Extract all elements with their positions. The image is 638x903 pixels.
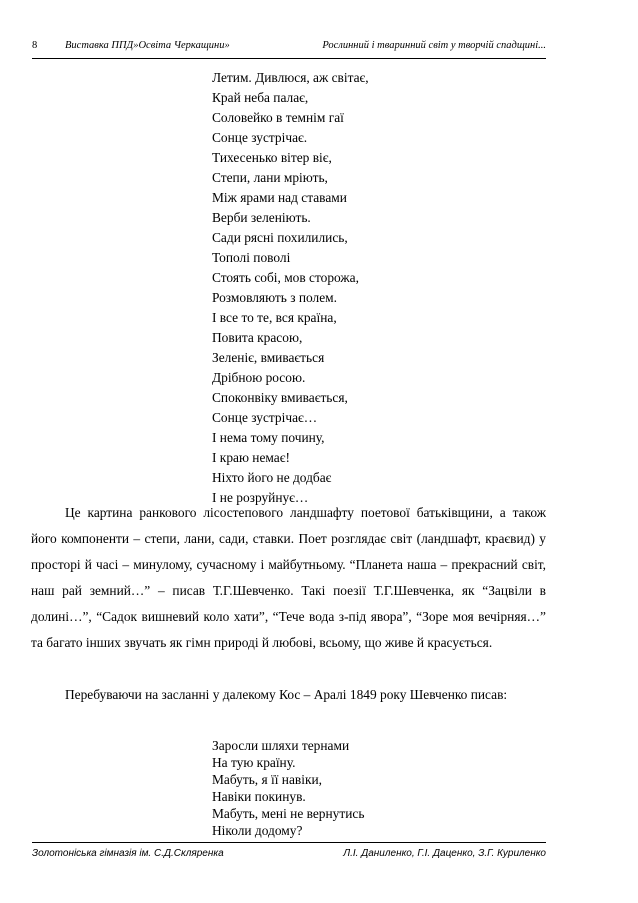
poem-line: І не розруйнує… <box>212 490 309 505</box>
page-header <box>32 38 546 56</box>
poem-line: Мабуть, мені не вернутись <box>212 806 365 821</box>
poem-line: І краю немає! <box>212 450 290 465</box>
poem-line: Тополі поволі <box>212 250 291 265</box>
poem-line: Тихесенько вітер віє, <box>212 150 332 165</box>
poem-line: Край неба палає, <box>212 90 309 105</box>
footer-authors: Л.І. Даниленко, Г.І. Даценко, З.Г. Куриленко <box>343 848 546 859</box>
poem-line: Соловейко в темнім гаї <box>212 110 344 125</box>
poem-line: Зеленіє, вмивається <box>212 350 325 365</box>
poem-line: Між ярами над ставами <box>212 190 347 205</box>
body-paragraph: Перебуваючи на засланні у далекому Кос – Аралі 1849 року Шевченко писав: <box>65 687 508 702</box>
poem-line: Верби зеленіють. <box>212 210 311 225</box>
poem-line: Степи, лани мріють, <box>212 170 328 185</box>
poem-line: Розмовляють з полем. <box>212 290 337 305</box>
header-subtitle: Рослинний і тваринний світ у творчій спадщині... <box>322 40 546 51</box>
page-number: 8 <box>32 40 38 51</box>
poem-stanza-2 <box>212 737 364 839</box>
poem-line: Стоять собі, мов сторожа, <box>212 270 359 285</box>
poem-line: Сонце зустрічає… <box>212 410 318 425</box>
poem-line: Мабуть, я її навіки, <box>212 772 322 787</box>
footer-divider <box>32 842 546 843</box>
poem-line: Повита красою, <box>212 330 303 345</box>
body-paragraph: Це картина ранкового лісостепового ландшафту поетової батьківщини, а також його компоненти – степи, лани, сади, ставки. Поет розглядає світ (ландшафт, краєвид) у просторі й часі – минулому, сучасному і майбутньому. “Планета наша – прекрасний світ, наш рай земний…” – писав Т.Г.Шевченко. Такі поезії Т.Г.Шевченка, як “Зацвіли в долині…”, “Садок вишневий коло хати”, “Тече вода з-під явора”, “Зоре моя вечірняя…” та багато інших звучать як гімн природі й любові, всьому, що живе й красується. <box>31 505 546 650</box>
poem-line: І все то те, вся країна, <box>212 310 337 325</box>
poem-line: Летим. Дивлюся, аж світає, <box>212 70 369 85</box>
poem-line: Споконвіку вмивається, <box>212 390 348 405</box>
footer-school: Золотоніська гімназія ім. С.Д.Скляренка <box>32 848 224 859</box>
poem-line: Сади рясні похилились, <box>212 230 348 245</box>
poem-line: Заросли шляхи тернами <box>212 738 350 753</box>
poem-line: Навіки покинув. <box>212 789 306 804</box>
poem-line: І нема тому почину, <box>212 430 325 445</box>
poem-line: Дрібною росою. <box>212 370 306 385</box>
page-footer <box>32 848 546 864</box>
poem-line: На тую країну. <box>212 755 296 770</box>
poem-line: Ніколи додому? <box>212 823 303 838</box>
poem-line: Сонце зустрічає. <box>212 130 308 145</box>
poem-stanza-1 <box>212 68 369 508</box>
header-title: Виставка ППД»Освіта Черкащини» <box>65 40 230 51</box>
poem-line: Ніхто його не додбає <box>212 470 332 485</box>
header-divider <box>32 58 546 59</box>
